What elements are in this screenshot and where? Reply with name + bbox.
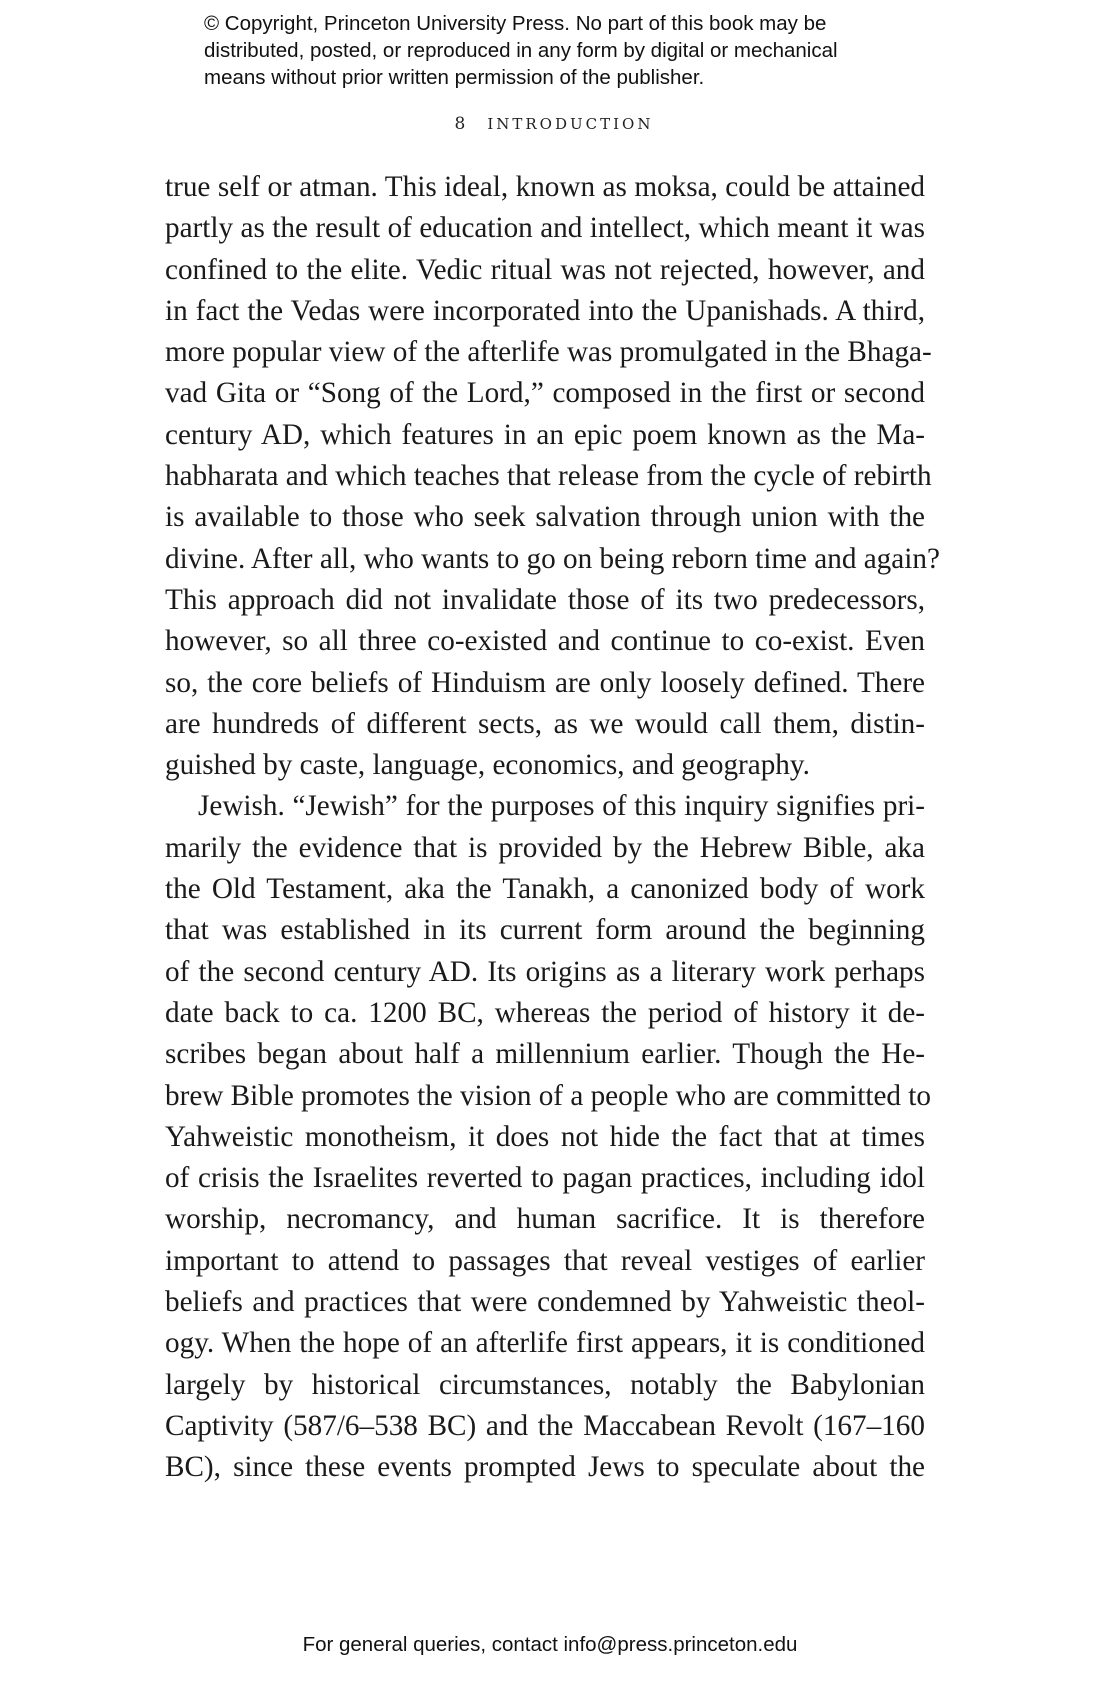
footer-contact: For general queries, contact info@press.princeton.edu — [302, 1633, 798, 1656]
body-line: habharata and which teaches that release from the cycle of rebirth — [165, 460, 932, 493]
copyright-notice — [204, 10, 964, 91]
body-line: beliefs and practices that were condemned by Yahweistic theol- — [165, 1286, 925, 1319]
body-line: scribes began about half a millennium earlier. Though the He- — [165, 1038, 925, 1071]
body-line: partly as the result of education and intellect, which meant it was — [165, 212, 925, 245]
copyright-line: means without prior written permission of the publisher. — [204, 66, 705, 89]
body-line: date back to ca. 1200 BC, whereas the period of history it de- — [165, 996, 925, 1029]
body-line: Yahweistic monotheism, it does not hide the fact that at times — [165, 1120, 925, 1153]
body-line: however, so all three co-existed and continue to co-exist. Even — [165, 625, 925, 658]
section-title: INTRODUCTION — [487, 115, 654, 133]
body-line: important to attend to passages that reveal vestiges of earlier — [165, 1244, 925, 1277]
body-line: is available to those who seek salvation through union with the — [165, 501, 925, 534]
body-line: This approach did not invalidate those of its two predecessors, — [165, 583, 925, 616]
body-text — [165, 167, 940, 1489]
body-line: marily the evidence that is provided by the Hebrew Bible, aka — [165, 831, 925, 864]
copyright-line: © Copyright, Princeton University Press. No part of this book may be — [204, 12, 827, 35]
body-line: the Old Testament, aka the Tanakh, a canonized body of work — [165, 873, 925, 906]
body-line: brew Bible promotes the vision of a people who are committed to — [165, 1079, 931, 1112]
body-line: largely by historical circumstances, notably the Babylonian — [165, 1368, 925, 1401]
body-line: more popular view of the afterlife was promulgated in the Bhaga- — [165, 336, 932, 369]
body-line: that was established in its current form around the beginning — [165, 914, 925, 947]
body-line: in fact the Vedas were incorporated into the Upanishads. A third, — [165, 294, 925, 327]
body-line: of the second century AD. Its origins as a literary work perhaps — [165, 955, 925, 988]
body-line: so, the core beliefs of Hinduism are only loosely defined. There — [165, 666, 925, 699]
body-line: century AD, which features in an epic poem known as the Ma- — [165, 418, 925, 451]
body-line: Captivity (587/6–538 BC) and the Maccabean Revolt (167–160 — [165, 1409, 925, 1442]
body-line: of crisis the Israelites reverted to pagan practices, including idol — [165, 1162, 925, 1195]
body-line: divine. After all, who wants to go on being reborn time and again? — [165, 542, 940, 575]
body-line: BC), since these events prompted Jews to speculate about the — [165, 1451, 925, 1484]
body-line: confined to the elite. Vedic ritual was not rejected, however, and — [165, 253, 925, 286]
body-line: worship, necromancy, and human sacrifice. It is therefore — [165, 1203, 925, 1236]
body-line: true self or atman. This ideal, known as moksa, could be attained — [165, 171, 925, 203]
page-number: 8 — [454, 114, 466, 134]
body-line: ogy. When the hope of an afterlife first appears, it is conditioned — [165, 1327, 925, 1360]
body-line: are hundreds of different sects, as we would call them, distin- — [165, 707, 925, 740]
body-line: vad Gita or “Song of the Lord,” composed in the first or second — [165, 377, 925, 410]
copyright-line: distributed, posted, or reproduced in any form by digital or mechanical — [204, 39, 838, 62]
running-head — [0, 114, 1100, 134]
body-line: guished by caste, language, economics, and geography. — [165, 749, 810, 782]
body-line: Jewish. “Jewish” for the purposes of this inquiry signifies pri- — [198, 790, 925, 823]
